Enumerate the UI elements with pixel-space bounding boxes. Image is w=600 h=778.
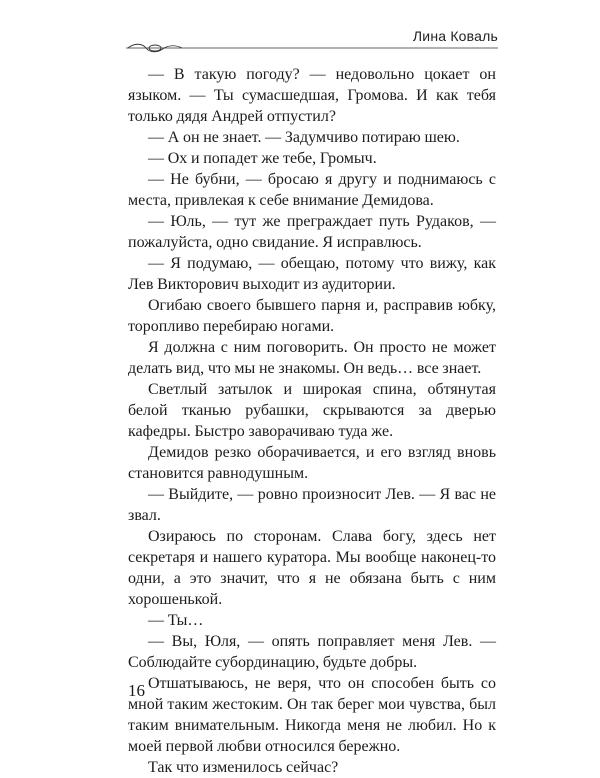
paragraph: Так что изменилось сейчас? <box>148 759 339 776</box>
paragraph: — Выйдите, — ровно произносит Лев. — Я вас не звал. <box>128 486 496 524</box>
paragraph: — Не бубни, — бросаю я другу и поднимаюсь с места, привлекая к себе внимание Демидова. <box>128 171 496 209</box>
running-header <box>126 28 498 58</box>
page-number: 16 <box>128 681 145 700</box>
paragraph: Светлый затылок и широкая спина, обтянутая белой тканью рубашки, скрываются за дверью кафедры. Быстро заворачиваю туда же. <box>128 381 496 440</box>
paragraph: Озираюсь по сторонам. Слава богу, здесь нет секретаря и нашего куратора. Мы вообще наконец-то одни, а это значит, что я не обязана быть с ним хорошенькой. <box>128 528 496 608</box>
paragraph: — Ты… <box>148 612 204 629</box>
paragraph: Отшатываюсь, не веря, что он способен быть со мной таким жестоким. Он так берег мои чувства, был таким внимательным. Никогда меня не любил. Но к моей первой любви относился бережно. <box>128 675 496 755</box>
body-text <box>128 64 496 778</box>
paragraph: — А он не знает. — Задумчиво потираю шею. <box>148 129 460 146</box>
paragraph: — Вы, Юля, — опять поправляет меня Лев. — Соблюдайте субординацию, будьте добры. <box>128 633 496 671</box>
paragraph: — Я подумаю, — обещаю, потому что вижу, как Лев Викторович выходит из аудитории. <box>128 255 496 293</box>
paragraph: — Юль, — тут же преграждает путь Рудаков, — пожалуйста, одно свидание. Я исправлюсь. <box>128 213 496 251</box>
paragraph: Демидов резко оборачивается, и его взгляд вновь становится равнодушным. <box>128 444 496 482</box>
paragraph: Я должна с ним поговорить. Он просто не может делать вид, что мы не знакомы. Он ведь… все знает. <box>128 339 496 377</box>
paragraph: — Ох и попадет же тебе, Громыч. <box>148 150 377 167</box>
paragraph: — В такую погоду? — недовольно цокает он языком. — Ты сумасшедшая, Громова. И как тебя только дядя Андрей отпустил? <box>128 66 496 125</box>
paragraph: Огибаю своего бывшего парня и, расправив юбку, торопливо перебираю ногами. <box>128 297 496 335</box>
author-name: Лина Коваль <box>412 28 498 44</box>
